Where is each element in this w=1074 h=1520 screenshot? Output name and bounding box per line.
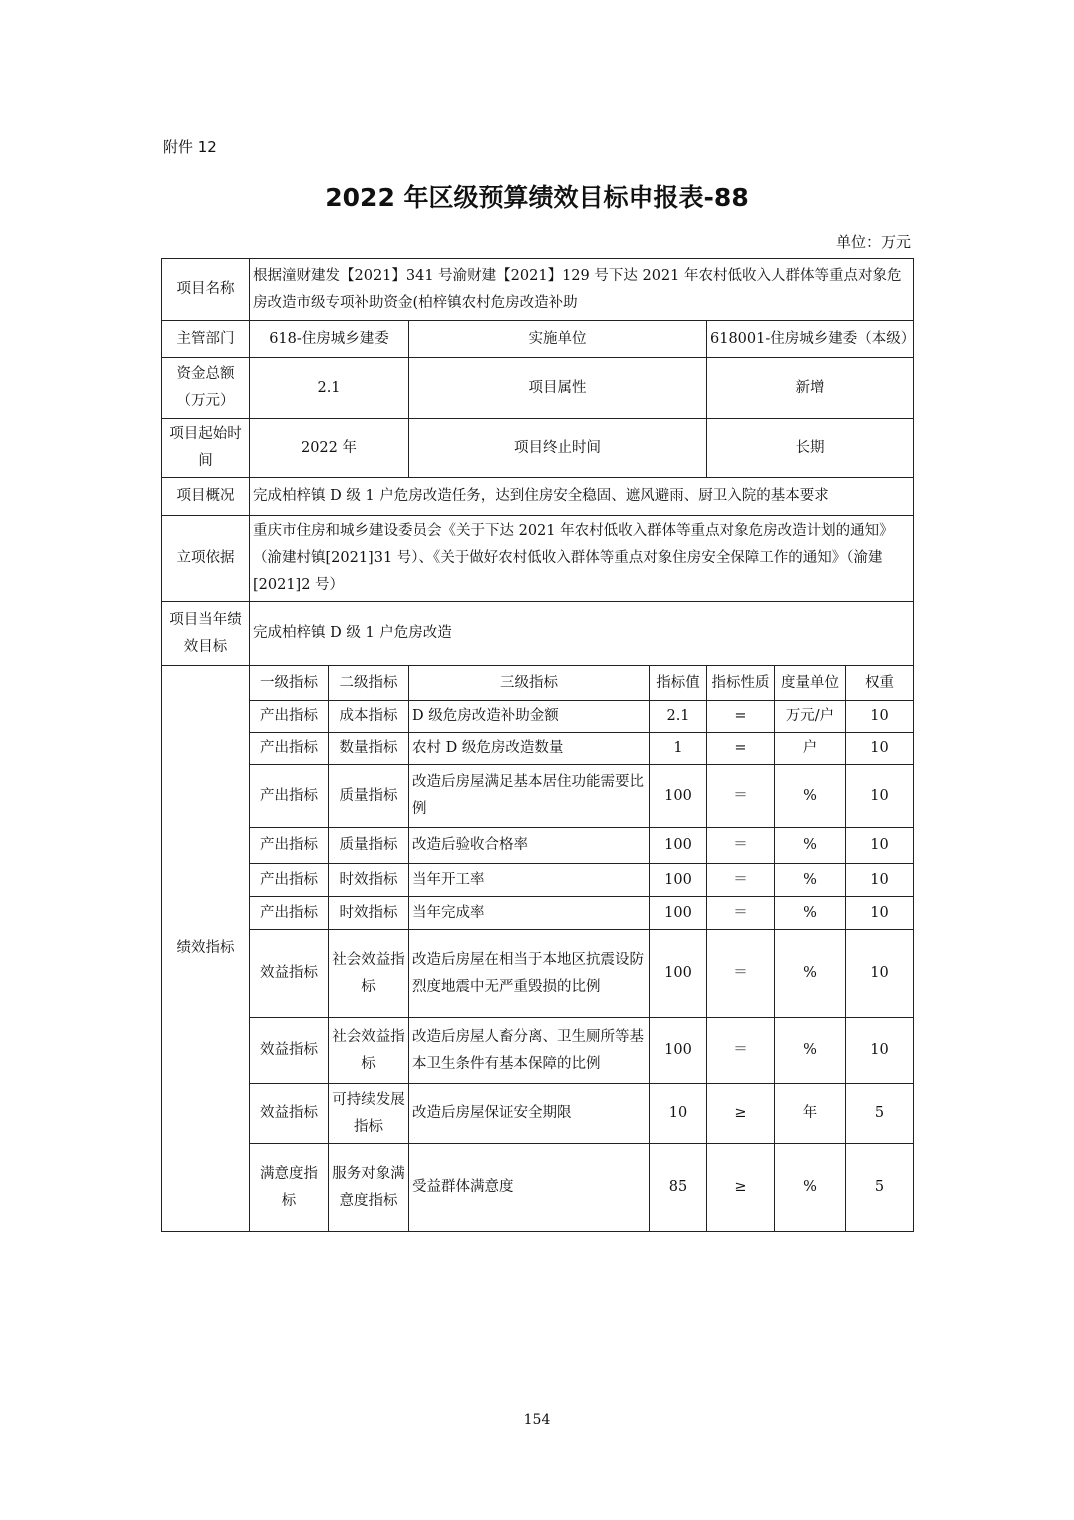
attr-label: 项目属性: [409, 358, 707, 419]
level2-cell: 质量指标: [329, 765, 409, 828]
unit-cell: %: [775, 1018, 846, 1084]
level1-cell: 产出指标: [250, 701, 329, 733]
header-level1: 一级指标: [250, 666, 329, 701]
level3-cell: 改造后验收合格率: [409, 828, 650, 864]
project-name-label: 项目名称: [162, 259, 250, 321]
indicator-header-row: [162, 666, 914, 701]
overview-value: 完成柏梓镇 D 级 1 户危房改造任务，达到住房安全稳固、遮风避雨、厨卫入院的基本要求: [250, 478, 914, 516]
impl-value: 618001-住房城乡建委（本级）: [707, 321, 914, 358]
value-cell: 10: [650, 1084, 707, 1144]
level1-cell: 产出指标: [250, 733, 329, 765]
weight-cell: 10: [846, 765, 914, 828]
nature-cell: =: [707, 701, 775, 733]
dept-value: 618-住房城乡建委: [250, 321, 409, 358]
nature-cell: ＝: [707, 765, 775, 828]
table-row: [162, 1144, 914, 1232]
nature-cell: ＝: [707, 864, 775, 897]
level1-cell: 产出指标: [250, 828, 329, 864]
performance-target-table: [161, 258, 914, 1232]
nature-cell: ≥: [707, 1084, 775, 1144]
level2-cell: 质量指标: [329, 828, 409, 864]
project-name-value: 根据潼财建发【2021】341 号渝财建【2021】129 号下达 2021 年农村低收入人群体等重点对象危房改造市级专项补助资金(柏梓镇农村危房改造补助: [250, 259, 914, 321]
header-weight: 权重: [846, 666, 914, 701]
unit-cell: %: [775, 897, 846, 930]
table-row: [162, 765, 914, 828]
weight-cell: 5: [846, 1084, 914, 1144]
header-level3: 三级指标: [409, 666, 650, 701]
header-unit: 度量单位: [775, 666, 846, 701]
weight-cell: 10: [846, 930, 914, 1018]
indicators-section-label: 绩效指标: [162, 666, 250, 1232]
value-cell: 100: [650, 765, 707, 828]
page-title: 2022 年区级预算绩效目标申报表-88: [325, 183, 749, 212]
unit-cell: %: [775, 930, 846, 1018]
nature-cell: ＝: [707, 930, 775, 1018]
level3-cell: 当年完成率: [409, 897, 650, 930]
level1-cell: 效益指标: [250, 1084, 329, 1144]
level3-cell: 改造后房屋满足基本居住功能需要比例: [409, 765, 650, 828]
unit-label: 单位：万元: [835, 233, 911, 251]
goal-label: 项目当年绩效目标: [162, 602, 250, 666]
impl-label: 实施单位: [409, 321, 707, 358]
start-label: 项目起始时间: [162, 419, 250, 478]
weight-cell: 5: [846, 1144, 914, 1232]
level3-cell: 改造后房屋人畜分离、卫生厕所等基本卫生条件有基本保障的比例: [409, 1018, 650, 1084]
row-funds: [162, 358, 914, 419]
unit-cell: %: [775, 1144, 846, 1232]
attr-value: 新增: [707, 358, 914, 419]
level2-cell: 社会效益指标: [329, 1018, 409, 1084]
level3-cell: 农村 D 级危房改造数量: [409, 733, 650, 765]
nature-cell: ≥: [707, 1144, 775, 1232]
funds-label: 资金总额（万元）: [162, 358, 250, 419]
row-project-name: [162, 259, 914, 321]
attachment-label: 附件 12: [163, 138, 217, 156]
weight-cell: 10: [846, 1018, 914, 1084]
level3-cell: 改造后房屋保证安全期限: [409, 1084, 650, 1144]
row-goal: [162, 602, 914, 666]
table-row: [162, 733, 914, 765]
level2-cell: 社会效益指标: [329, 930, 409, 1018]
level2-cell: 服务对象满意度指标: [329, 1144, 409, 1232]
weight-cell: 10: [846, 897, 914, 930]
table-row: [162, 1084, 914, 1144]
row-period: [162, 419, 914, 478]
level2-cell: 时效指标: [329, 864, 409, 897]
level2-cell: 可持续发展指标: [329, 1084, 409, 1144]
unit-cell: 年: [775, 1084, 846, 1144]
level1-cell: 产出指标: [250, 864, 329, 897]
unit-cell: %: [775, 765, 846, 828]
value-cell: 100: [650, 897, 707, 930]
level1-cell: 效益指标: [250, 1018, 329, 1084]
value-cell: 100: [650, 828, 707, 864]
start-value: 2022 年: [250, 419, 409, 478]
value-cell: 100: [650, 930, 707, 1018]
goal-value: 完成柏梓镇 D 级 1 户危房改造: [250, 602, 914, 666]
end-label: 项目终止时间: [409, 419, 707, 478]
level2-cell: 成本指标: [329, 701, 409, 733]
table-row: [162, 864, 914, 897]
table-row: [162, 1018, 914, 1084]
weight-cell: 10: [846, 701, 914, 733]
table-row: [162, 701, 914, 733]
value-cell: 1: [650, 733, 707, 765]
value-cell: 100: [650, 1018, 707, 1084]
nature-cell: =: [707, 733, 775, 765]
level2-cell: 时效指标: [329, 897, 409, 930]
value-cell: 85: [650, 1144, 707, 1232]
level2-cell: 数量指标: [329, 733, 409, 765]
overview-label: 项目概况: [162, 478, 250, 516]
basis-value: 重庆市住房和城乡建设委员会《关于下达 2021 年农村低收入群体等重点对象危房改造计划的通知》（渝建村镇[2021]31 号）、《关于做好农村低收入群体等重点对象住房安全保障工作的通知》（渝建[2021]2 号）: [250, 516, 914, 602]
nature-cell: ＝: [707, 1018, 775, 1084]
level3-cell: D 级危房改造补助金额: [409, 701, 650, 733]
nature-cell: ＝: [707, 897, 775, 930]
header-value: 指标值: [650, 666, 707, 701]
basis-label: 立项依据: [162, 516, 250, 602]
weight-cell: 10: [846, 733, 914, 765]
unit-cell: 户: [775, 733, 846, 765]
row-basis: [162, 516, 914, 602]
funds-value: 2.1: [250, 358, 409, 419]
level1-cell: 效益指标: [250, 930, 329, 1018]
value-cell: 100: [650, 864, 707, 897]
table-row: [162, 897, 914, 930]
table-row: [162, 930, 914, 1018]
unit-cell: 万元/户: [775, 701, 846, 733]
unit-cell: %: [775, 828, 846, 864]
level1-cell: 产出指标: [250, 765, 329, 828]
header-level2: 二级指标: [329, 666, 409, 701]
dept-label: 主管部门: [162, 321, 250, 358]
page-number: 154: [523, 1412, 551, 1428]
level3-cell: 改造后房屋在相当于本地区抗震设防烈度地震中无严重毁损的比例: [409, 930, 650, 1018]
weight-cell: 10: [846, 828, 914, 864]
row-overview: [162, 478, 914, 516]
unit-cell: %: [775, 864, 846, 897]
level3-cell: 受益群体满意度: [409, 1144, 650, 1232]
header-nature: 指标性质: [707, 666, 775, 701]
value-cell: 2.1: [650, 701, 707, 733]
level1-cell: 产出指标: [250, 897, 329, 930]
weight-cell: 10: [846, 864, 914, 897]
level3-cell: 当年开工率: [409, 864, 650, 897]
end-value: 长期: [707, 419, 914, 478]
row-department: [162, 321, 914, 358]
nature-cell: ＝: [707, 828, 775, 864]
table-row: [162, 828, 914, 864]
level1-cell: 满意度指标: [250, 1144, 329, 1232]
